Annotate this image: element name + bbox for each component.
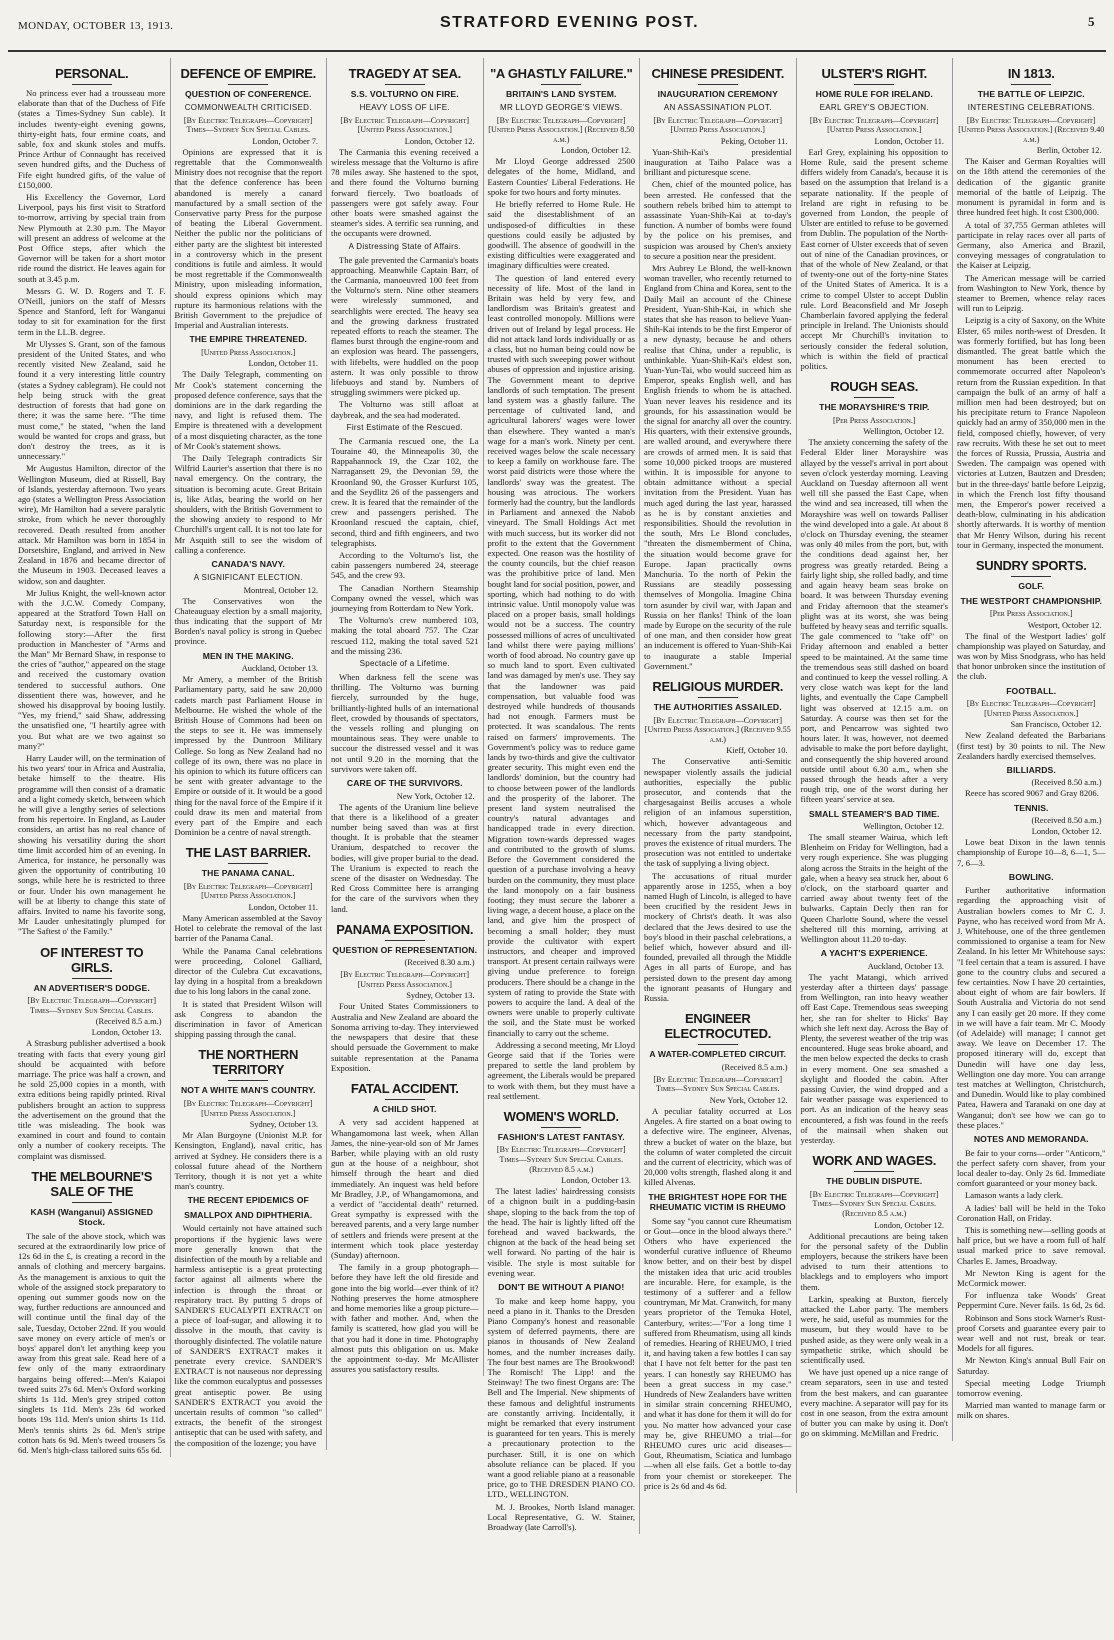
byline: [By Electric Telegraph—Copyright] [United Press Association.]: [183, 1098, 313, 1118]
paragraph: The sale of the above stock, which was secured at the extraordinarily low price of 12s 6d in the £, is creating a record in the annals of clothing and mercery bargains. As the management is anxious to quit the whole of the assigned stock preparatory to opening out summer goods now on the way, further reductions are announced and will continue until the final day of the sale, Tuesday, October 22nd. If you would save money on every article of men's or boys' apparel don't let anything keep you away from this great sale. Read here of a few only of the many extraordinary bargains being offered:—Men's Kaiapoi tweed suits 27s 6d. Men's Oxford working shirts 1s 11d. Men's grey striped cotton singlets 1s 11d. Men's 23s 6d worked boots 19s 11d. Men's union shirts 1s 11d. Men's tennis shirts 2s 6d. Men's stripe cotton hats 6s 9d. Men's tweed trousers 5s 6d. Men's high-class tailored suits 65s 6d.: [18, 1230, 166, 1456]
paragraph: The Conservative anti-Semitic newspaper violently assails the judicial authorities, especially the public prosecutor, and contends that the chargesagainst Beilis accuses a whole religion of an infamous superstition, which, however advantageous and necessary from the party standpoint, proves the existence of ritual murders. The prosecution was not entitled to undertake the task of supplying a living object.: [644, 756, 792, 869]
subheadline: THE DUBLIN DISPUTE.: [826, 1176, 923, 1187]
paragraph: A very sad accident happened at Whangamomona last week, when Allan James, the nine-year-old son of Mr James Barber, while playing with an old rusty gun at the house of a neighbour, shot himself through the heart and died immediately. An inquest was held before Mr Bradley, J.P., of Whangamomona, and a verdict of "accidental death" returned. Great sympathy is expressed with the bereaved parents, and a very large number of settlers and friends were present at the interment which took place yesterday (Sunday) afternoon.: [331, 1117, 479, 1261]
paragraph: M. J. Brookes, North Island manager. Local Representative, G. W. Stainer, Broadway (late Carroll's).: [487, 1501, 635, 1533]
masthead: [0, 0, 1114, 58]
paragraph: Chen, chief of the mounted police, has been arrested. He confessed that the southern rebels bribed him to attempt to assassinate Yuan-Shih-Kai at to-day's function. A number of bombs were found by the police on his premises, and suspicion was aroused by Chen's anxiety to secure a position near the president.: [644, 179, 792, 261]
subheadline: TENNIS.: [1013, 802, 1049, 813]
paragraph: The American message will be carried from Washington to New York, thence by steamer to Bremen, whence relay races will run to Leipzig.: [957, 272, 1106, 314]
dateline: Sydney, October 13.: [406, 991, 475, 1001]
paragraph: No princess ever had a trousseau more elaborate than that of the Duchess of Fife (states a Times-Sydney Sun cable). It includes twenty-eight evening gowns, thirty-eight hats, four ermine coats, and sable, fox and skunk stoles and muffs. Prince Arthur of Connaught has received seven hundred gifts, and the Duchess of Fife eight hundred gifts, of the value of £150,000.: [18, 88, 166, 190]
subheadline: SMALL STEAMER'S BAD TIME.: [809, 808, 940, 819]
ornament-rule: [228, 84, 268, 85]
kicker: First Estimate of the Rescued.: [346, 422, 463, 432]
headline: OF INTEREST TO GIRLS.: [40, 944, 144, 975]
dateline: (Received 8.5 a.m.): [721, 1062, 788, 1072]
dateline: Auckland, October 13.: [867, 961, 944, 971]
paragraph: The anxiety concerning the safety of the Federal Elder liner Morayshire was allayed by the vessel's arrival in port about seven o'clock yesterday morning. Leaving Auckland on Tuesday afternoon all went well till she passed the East Cape, when the wind and sea increased, till when the Morayshire was well on towards Palliser the wind developed into a gale. At about 8 o'clock on Thursday evening, the steamer was only 40 miles from the port, but, with the conditions dead against her, her progress was greatly retarded. Being a fairly light ship, she rolled badly, and time and again heavy beam seas broke on board. It was between Thursday evening and Friday afternoon that the steamer's plight was at its worst, she was being buffeted by heavy seas and terrific squalls. The gale commenced to "take off" on Friday afternoon and enabled a better speed to be maintained. At the same time the tremendous seas still dashed on board and continued to keep the vessel rolling. A very close watch was kept for the land lights, and eventually the Cape Campbell light was observed at 12.15 a.m. on Saturday. A course was then set for the port, and Pencarrow was sighted two hours later. It was, however, not deemed advisable to make the port before daylight, and consequently the ship hovered around outside until about 6.30 a.m., when she passed through the heads after a very rough trip, one of the worst during her fifteen years' service at sea.: [800, 437, 948, 805]
ornament-rule: [228, 1080, 268, 1081]
byline: [By Electric Telegraph—Copyright] [United Press Association.]: [183, 881, 313, 901]
subheadline: FASHION'S LATEST FANTASY.: [497, 1131, 625, 1142]
dateline: London, October 11.: [248, 359, 318, 369]
paragraph: The Carmania this evening received a wireless message that the Volturno is afire 78 miles away. She hastened to the spot, and there found the Volturno burning forward fiercely. Two boatloads of passengers were got safely away. Four other boats were smashed against the steamer's sides. A terrific sea running, and the occupants were drowned.: [331, 146, 479, 239]
column-7: [953, 58, 1110, 1423]
paragraph: Mr Lloyd George addressed 2500 delegates of the home, Midland, and Eastern Counties' Liberal Federations. He spoke for two hours and forty minutes.: [487, 156, 635, 197]
byline: [By Electric Telegraph—Copyright] [United Press Association.]: [966, 699, 1096, 718]
page-number: 5: [1088, 14, 1095, 29]
newspaper-title: STRATFORD EVENING POST.: [440, 14, 700, 31]
column-2: [171, 58, 328, 1450]
paragraph: The question of land entered every necessity of life. Most of the land in Britain was held by very few, and landlordism was Britain's greatest and least controlled monopoly. Millions were driven out of Ireland by legal process. He did not attack land lords individually or as a class, but no human being could now be trusted with such sweeping power without abuses of oppression and injustice arising. The Government meant to deprive landlords of such temptation. The present land system was a ghastly failure. The percentage of cultivated land, and agricultural laborers' wages were lower than elsewhere. They wanted a man's wage for a man's work. Ninety per cent. received wages below the scale necessary to keep a family on workhouse fare. The worst paid districts were those where the landlords' sway was the greatest. The housing was atrocious. The workers formerly had the country, but the landlords in Parliament and annexed the Nabob vineyard. The Small Holdings Act met with much success, but its worker did not profit to the extent that the Government expected. One reason was the hostility of the county councils, but the chief reason was the prohibitive price of land. Men bought land for social position, power, and sporting, which had nothing to do with intrinsic value. Until monopoly value was placed on a proper basis, small holdings would not be a success. The country possessed millions of acres of uncultivated land whilst there were paying millions' worth of food abroad. No country gave up so much land to sport. Even cultivated land was damaged by men's use. They say that the landowner was paid compensation, but valuable food was destroyed while hundreds of thousands had not enough. Farmers must be protected. It was scandalous. The rents raised on farmers' improvements. The Government's policy was to reduce game lands by two-thirds and give the cultivator greater security. This might even end the landlords' dominion, but the country had to choose between power of the landlords and the prosperity of the laborer. The present land system neutralised the country's natural advantages and handicapped trade in every direction. Migration town-wards depressed wages and contributed to the growth of slums. Before the Government considered the question of a purchase involving a heavy burden on the community, they must place the land monopoly on a fair business footing; they must secure the laborer a living wage, a decent house, a place on the land, and give him the prospect of becoming a small holder; they must provide the cultivator with expert instructors, and cheaper and improved transport. At present certain railways were giving undue preference to foreign producers. There should be a change in the system of rating to provide the State with powers to acquire the land. A deal of the owners were unable to properly cultivate the soil, and the State must be worked financially to carry out the scheme.: [487, 272, 635, 1038]
byline: [By Electric Telegraph—Copyright] [United Press Association.]: [340, 970, 470, 989]
paragraph: We have just opened up a nice range of cream separators, seen in use and tested from the best makers, and can guarantee every machine. A separator will pay for its cost in one season, from the extra amount of butter you can make by using it. Don't go on skimming. McMillan and Fredric.: [800, 1367, 948, 1439]
paragraph: To make and keep home happy, you need a piano in it. Thanks to the Dresden Piano Company's honest and reasonable system of deferred payments, there are pianos in thousands of New Zealand homes, and the number increases daily. The four best names are The Brookwood! The Romisch! The Lipp! and the Steinway! The two finest Organs are: The Bell and The Imperial. New shipments of these famous and delightful instruments are constantly arriving. Incidentally, it might be remarked that every instrument is guaranteed for ten years. This is merely a precautionary protection to the purchaser. Still, it is one on which absolute reliance can be placed. If you want a good reliable piano at a reasonable price, go to THE DRESDEN PIANO CO. LTD., WELLINGTON.: [487, 1295, 635, 1500]
byline: [By Electric Telegraph—Copyright] Times—Sydney Sun Special Cables.: [653, 1074, 783, 1094]
paragraph: Mr Ulysses S. Grant, son of the famous president of the United States, and who recently visited New Zealand, said he found it a very interesting little country (states a Sydney cablegram). He could not help being struck with the great destruction of forests that had gone on there; it was the same here. "The time must come," he stated, "when the land would be wanted for crops and grass, but don't destroy the trees, as it is unnecessary.": [18, 338, 166, 462]
subheadline: INAUGURATION CEREMONY: [657, 89, 778, 99]
subheadline: THE MORAYSHIRE'S TRIP.: [819, 402, 930, 413]
paragraph: Mr Julius Knight, the well-known actor with the J.C.W. Comedy Company, appeared at the Stratford Town Hall on Saturday next, is responsible for the following story:—After the first production in Manchester of "Arms and the Man" Mr Bernard Shaw, in response to the cries of "author," appeared on the stage and received the customary ovation tendered to successful authors. One dissentient there was, however, and he showed his disapproval by booing lustily. "Yes, my friend," said Shaw, addressing the unsatisfied one, "I heartily agree with you. But what are we two against so many?": [18, 587, 166, 751]
subheadline: S.S. VOLTURNO ON FIRE.: [350, 89, 459, 99]
paragraph: The accusations of ritual murder apparently arose in 1255, when a boy named Hugh of Lincoln, is alleged to have been crucified by the resident Jews in mockery of Christ's death. It was also declared that the Jews desired to use the boy's blood in their paschal celebrations, a belief which, however absurd and ill-founded, prevailed all through the Middle Ages in all parts of Europe, and has persisted down to the present day among the ignorant peasants of Hungary and Russia.: [644, 870, 792, 1003]
dateline: New York, October 12.: [396, 791, 475, 801]
ornament-rule: [72, 84, 112, 85]
byline: [By Electric Telegraph—Copyright] Times—Sydney Sun Special Cables.: [183, 115, 313, 135]
byline: [By Electric Telegraph—Copyright] [United Press Association.]: [653, 115, 783, 135]
kicker: A SIGNIFICANT ELECTION.: [193, 572, 303, 582]
paragraph: The Kaiser and German Royalties will on the 18th attend the ceremonies of the dedication of the gigantic granite memorial of the battle of Leipzig. The monument is pyramidal in form and is three hundred feet high. It cost £300,000.: [957, 156, 1106, 218]
dateline: Montreal, October 12.: [243, 585, 318, 595]
subheadline: KASH (Wanganui) ASSIGNED Stock.: [30, 1206, 154, 1228]
dateline: (Received 8.5 a.m.): [95, 1017, 162, 1027]
subheadline: NOT A WHITE MAN'S COUNTRY.: [181, 1085, 316, 1096]
byline: [United Press Association.]: [201, 347, 296, 357]
ornament-rule: [385, 84, 425, 85]
subheadline: MEN IN THE MAKING.: [202, 650, 294, 661]
subheadline: THE AUTHORITIES ASSAILED.: [653, 702, 782, 713]
paragraph: Additional precautions are being taken for the personal safety of the Dublin employers, because the strikers have been advised to turn their attentions to blacklegs and to employers who import them.: [800, 1230, 948, 1292]
subheadline: AN ADVERTISER'S DODGE.: [33, 982, 150, 993]
headline: WORK AND WAGES.: [812, 1153, 937, 1169]
subheadline: HOME RULE FOR IRELAND.: [815, 89, 933, 99]
ornament-rule: [854, 397, 894, 398]
dateline: London, October 11.: [248, 903, 318, 913]
headline: "A GHASTLY FAILURE.": [490, 66, 633, 81]
paragraph: The Daily Telegraph contradicts Sir Wilfrid Laurier's assertion that there is no naval emergency. On the contrary, the situation is becoming acute. Great Britain is, like Atlas, bearing the world on her shoulders, with the British Government to the showing anxiety to respond to Mr Churchill's urgent call. It is not too late for Mr Asquith still to see the wisdom of calling a conference.: [174, 453, 322, 555]
paragraph: Leipzig is a city of Saxony, on the White Elster, 65 miles north-west of Dresden. It was formerly fortified, but has long been dismantled. The great battle which the monument has been erected to commemorate occurred after Napoleon's return from the Russian expedition. In that campaign the bulk of an army of half a million men had been destroyed; but on his precipitate return to France Napoleon quickly had an army of 350,000 men in the field, composed chiefly, however, of very raw recruits. With these he set out to meet the forces of Russia, Prussia, Austria and Sweden. The campaign was opened with victories at Lutzen, Bautzen and Dresden; but in the three-days' battle before Leipzig, in which the French lost fifty thousand men, the Emperor's power received a death-blow, culminating in his abdication shortly afterwards. It is worthy of mention that Mr Henry Wilson, during his recent tour in Germany, inspected the monument.: [957, 315, 1106, 550]
headline: THE MELBOURNE'S SALE OF THE: [31, 1168, 153, 1199]
column-6: [797, 58, 954, 1441]
dateline: Westport, October 12.: [1027, 620, 1102, 630]
ornament-rule: [72, 978, 112, 979]
paragraph: Many American assembled at the Savoy Hotel to celebrate the removal of the last barrier of the Panama Canal.: [174, 913, 322, 944]
byline: [By Electric Telegraph—Copyright] [United Press Association.] (Received 9.55 a.m.): [644, 715, 791, 744]
paragraph: It is stated that President Wilson will ask Congress to abandon the discrimination in favor of American shipping passing through the canal.: [174, 998, 322, 1040]
paragraph: While the Panama Canal celebrations were proceeding, Colonel Galliard, director of the Culebra Cut excavations, lay dying in a hospital from a breakdown due to his long labors in the canal zone.: [174, 945, 322, 997]
paragraph: Addressing a second meeting, Mr Lloyd George said that if the Tories were prepared to settle the land problem by agreement, the Liberals would be prepared to work with them, but they must have a real settlement.: [487, 1039, 635, 1101]
dateline: Wellington, October 12.: [863, 427, 944, 437]
paragraph: Robinson and Sons stock Warner's Rust-proof Corsets and guarantee every pair to wear well and not rust, break or tear. Models for all figures.: [957, 1312, 1106, 1354]
paragraph: The Conservatives won the Chateauguay election by a small majority, thus indicating that the support of Mr Borden's naval policy is strong in Quebec province.: [174, 595, 322, 647]
column-1: [14, 58, 171, 1457]
headline: PANAMA EXPOSITION.: [336, 921, 474, 937]
headline: TRAGEDY AT SEA.: [348, 66, 461, 81]
byline: [By Electric Telegraph—Copyright] [United Press Association.]: [809, 115, 939, 135]
ornament-rule: [72, 1202, 112, 1203]
ornament-rule: [698, 84, 738, 85]
kicker: Spectacle of a Lifetime.: [359, 659, 450, 669]
kicker: A Distressing State of Affairs.: [348, 241, 461, 251]
paragraph: According to the Volturno's list, the cabin passengers numbered 24, steerage 545, and the crew 93.: [331, 550, 479, 581]
paragraph: He briefly referred to Home Rule. He said the disestablishment of an undisposed-of difficulties in these questions could easily be adjusted by goodwill. The absence of goodwill in the existing difficulties were exaggerated and imaginary difficulties were created.: [487, 199, 635, 271]
paragraph: His Excellency the Governor, Lord Liverpool, pays his first visit to Stratford to-morrow, arriving by special train from New Plymouth at 2.30 p.m. The Mayor will present an address of welcome at the Post Office steps, after which the Governor will be taken for a short motor ride round the district. He leaves again for south at 3.45 p.m.: [18, 192, 166, 284]
subheadline: FOOTBALL.: [1006, 685, 1057, 696]
paragraph: The latest ladies' hairdressing consists of a chignon built in a pudding-basin shape, sloping to the back from the top of the head. The hair is lightly lifted off the forehead and waved backwards, the chignon at the back of the head being set well forward. No parting of the hair is visible. The style is most suitable for evening wear.: [487, 1186, 635, 1278]
dateline: Sydney, October 13.: [249, 1120, 318, 1130]
paragraph: When darkness fell the scene was thrilling. The Volturno was burning fiercely, surrounded by the huge, brilliantly-lighted hulls of an international fleet, crowded by thousands of spectators, the vessels rolling and plunging on mountainous seas. They were unable to succour the distressed vessel and it was not until 9.20 in the morning that the survivors were taken off.: [331, 672, 479, 774]
dateline: London, October 7.: [252, 136, 318, 146]
ornament-rule: [385, 1099, 425, 1100]
masthead-rule: [8, 50, 1106, 52]
subheadline: CARE OF THE SURVIVORS.: [346, 778, 463, 789]
paragraph: Yuan-Shih-Kai's presidential inauguration at Taiho Palace was a brilliant and picturesque scene.: [644, 146, 792, 178]
headline: IN 1813.: [1007, 66, 1055, 81]
subheadline: A WATER-COMPLETED CIRCUIT.: [649, 1049, 787, 1060]
paragraph: Messrs G. W. D. Rogers and T. F. O'Neill, juniors on the staff of Messrs Spence and Stanford, left for Wanganui today to sit for examination for the first term in the LL.B. degree.: [18, 285, 166, 337]
paragraph: Earl Grey, explaining his opposition to Home Rule, said the present scheme differs widely from Canada's, because it is based on the assumption that Ireland is a separate nationality. If the people of Ireland are right in refusing to be governed from London, the people of Ulster are entitled to refuse to be governed from Dublin. The population of the North-East corner of Ulster exceeds that of seven out of nine of the Canadian provinces, or that of the whole of New Zealand, or that of twenty-one out of the forty-nine States of the United States of America. It is a crime to compel Ulster to accept Dublin rule. Lord Beaconsfield and Mr Joseph Chamberlain favored applying the federal principle in Ireland. The Unionists should accept Mr Churchill's invitation to seriously consider the federal solution, which is within the field of practical politics.: [800, 146, 948, 371]
paragraph: New Zealand defeated the Barbarians (first test) by 30 points to nil. The New Zealanders hardly exercised themselves.: [957, 730, 1106, 761]
subheadline: CANADA'S NAVY.: [211, 559, 285, 570]
byline: [By Electric Telegraph—Copyright] Times—Sydney Sun Special Cables.: [27, 996, 157, 1015]
headline: FATAL ACCIDENT.: [350, 1080, 459, 1096]
headline: PERSONAL.: [55, 66, 129, 81]
subheadline: QUESTION OF CONFERENCE.: [185, 89, 312, 99]
subheadline: THE EMPIRE THREATENED.: [189, 334, 308, 345]
kicker: MR LLOYD GEORGE'S VIEWS.: [499, 102, 623, 112]
dateline: (Received 8.30 a.m.): [404, 958, 475, 968]
subheadline: THE RECENT EPIDEMICS OF: [187, 1195, 309, 1206]
paragraph: The Volturno's crew numbered 103, making the total aboard 757. The Czar rescued 112, making the total saved 521 and the missing 236.: [331, 615, 479, 656]
paragraph: Lamason wants a lady clerk.: [965, 1190, 1064, 1201]
paragraph: Opinions are expressed that it is regrettable that the Commonwealth Ministry does not recognise that the report that the defence conference has been abandoned is merely a canard manufactured by a small section of the Conservative party Press for the purpose of beating the Liberal Government. Neither the public nor the politicians of either party are the slightest bit interested in a controversy which in the present conditions is futile and aimless. It would be most regrettable if the Commonwealth Ministry, upon misleading information, should express opinions which may rupture its harmonious relations with the British Government to the prejudice of Imperial and Australian interests.: [174, 146, 322, 331]
ornament-rule: [228, 863, 268, 864]
dateline: (Received 8.50 a.m.): [1031, 778, 1102, 788]
paragraph: A Strasburg publisher advertised a book treating with facts that every young girl should be acquainted with before marriage. The price was half a crown, and he sold 25,000 copies in a month, with extra editions being rapidly printed. Rival publishers brought an action to suppress the advertisement on the ground that the title was misleading. The book was examined in court and found to contain only a number of cookery receipts. The complaint was dismissed.: [18, 1038, 166, 1161]
paragraph: The Daily Telegraph, commenting on Mr Cook's statement concerning the proposed defence conference, says that the dominions are in the dark regarding the navy, and light is refused them. The Empire is threatened with a development of a most disquieting character, as the tone of Mr Cook's statement shows.: [174, 369, 322, 451]
paragraph: Lowe beat Dixon in the lawn tennis championship of Europe 10—8, 6—1, 5—7, 6—3.: [957, 837, 1106, 868]
paragraph: Would certainly not have attained such proportions if the hygienic laws were more generally known that the disinfection of the mouth by a reliable and harmless antiseptic is a great protecting factor against all ailments where the infection is through the throat or respiratory tract. By putting 5 drops of SANDER'S EUCALYPTI EXTRACT on a piece of loaf-sugar, and allowing it to dissolve in the mouth, that cavity is thoroughly disinfected. The volatile nature of SANDER'S EXTRACT makes it penetrate every crevice. SANDER'S EXTRACT is not nauseous nor depressing like the common eucalyptus and possesses great antiseptic power. Be using SANDER'S EXTRACT you avoid the uncertain results of common "so called" extracts, the benefit of the strongest antiseptic that can be used with safety, and the composition of the lozenge; you have: [174, 1223, 322, 1448]
kicker: INTERESTING CELEBRATIONS.: [967, 102, 1095, 112]
ornament-rule: [385, 940, 425, 941]
headline: THE NORTHERN TERRITORY: [198, 1047, 299, 1078]
subheadline: BOWLING.: [1008, 871, 1054, 882]
issue-date: MONDAY, OCTOBER 13, 1913.: [18, 20, 174, 32]
headline: ENGINEER ELECTROCUTED.: [664, 1011, 772, 1042]
dateline: (Received 8.50 a.m.): [1031, 816, 1102, 826]
ornament-rule: [698, 1044, 738, 1045]
subheadline: NOTES AND MEMORANDA.: [973, 1134, 1089, 1145]
dateline: London, October 12.: [1031, 827, 1102, 837]
byline: [By Electric Telegraph—Copyright] Times—Sydney Sun Special Cables. (Received 8.5 a.m.): [496, 1145, 626, 1174]
dateline: London, October 11.: [874, 136, 944, 146]
byline: [By Electric Telegraph—Copyright] Times—Sydney Sun Special Cables. (Received 8.5 a.m.): [809, 1189, 939, 1218]
dateline: London, October 13.: [561, 1176, 631, 1186]
kicker: AN ASSASSINATION PLOT.: [663, 102, 772, 112]
paragraph: For influenza take Woods' Great Peppermint Cure. Never fails. 1s 6d, 2s 6d.: [957, 1290, 1106, 1311]
paragraph: The family in a group photograph—before they have left the old fireside and gone into the big world—ever think of it? Nothing preserves the home atmosphere and home memories like a group picture—with father and mother. And, when the family is scattered, how glad you will be that you had it done in time. Photography almost puts this obligation on us. Make the appointment to-day. Mr McAllister assures you satisfactory results.: [331, 1262, 479, 1375]
ornament-rule: [541, 84, 581, 85]
headline: RELIGIOUS MURDER.: [652, 679, 784, 695]
dateline: Kieff, October 10.: [726, 746, 788, 756]
paragraph: The agents of the Uranium line believe that there is a likelihood of a greater number being saved than was at first thought. It is probable that the steamer Uranium, despatched to recover the bodies, will give proper burial to the dead. The Uranium is expected to reach the scene of the disaster on Wednesday. The Red Cross Committee here is arranging for the care of the survivors when they land.: [331, 801, 479, 914]
paragraph: Harry Lauder will, on the termination of his two years' tour in Africa and Australia, betake himself to the theatre. His programme will then consist of a dramatic and a light comedy sketch, between which he will give a lengthy series of selections from his repertoire. In England, as Lauder considers, an artist has no real chance of showing his versatility during the short time limit accorded him of an evening. In America, for instance, he personally was given the opportunity of contributing 10 songs, while here he is restricted to three or four. Under his own management he will be at liberty to change this state of affairs. Invited to name his favorite song, Mr Lauder unhesitatingly plumped for "The Saftest o' the Family.": [18, 753, 166, 937]
subheadline: A CHILD SHOT.: [372, 1103, 437, 1114]
headline: DEFENCE OF EMPIRE.: [180, 66, 316, 81]
paragraph: Reece has scored 9067 and Gray 8206.: [965, 788, 1099, 799]
ornament-rule: [541, 1127, 581, 1128]
paragraph: Mr Augustus Hamilton, director of the Wellington Museum, died at Rissell, Bay of Islands, yesterday afternoon. Two years ago (states a Wellington Press Association wire), Mr Hamilton had a severe paralytic stroke, from which he never thoroughly recovered. Death resulted from another attack. Mr Hamilton was born in 1854 in Dorsetshire, England, and arrived in New Zealand in 1876 and became director of the Museum in 1903. Deceased leaves a widow, son and daughter.: [18, 463, 166, 586]
ornament-rule: [854, 1171, 894, 1172]
paragraph: The small steamer Wairua, which left Blenheim on Friday for Wellington, had a very rough experience. She was plugging along across the Straits in the height of the gale, when a heavy sea struck her, about 6 o'clock, on the starboard quarter and carried away about twenty feet of the bulwarks. Captain Decly then ran for Queen Charlotte Sound, where the vessel sheltered till this morning, arriving at Wellington about 11.20 to-day.: [800, 832, 948, 945]
dateline: New York, October 12.: [709, 1095, 788, 1105]
newspaper-columns: [14, 58, 1110, 1534]
paragraph: Be fair to your corns—order "Anticorn," the perfect safety corn shaver, from your local dealer to-day. Only 2s 6d. Immediate comfort guaranteed or your money back.: [957, 1147, 1106, 1189]
headline: THE LAST BARRIER.: [185, 845, 311, 861]
paragraph: Larkin, speaking at Buxton, fiercely attacked the Labor party. The members were, he said, useful as mummies for the museum, but they would have to be pushed aside, as they were only weak in a sympathetic strike, which should be scientifically used.: [800, 1293, 948, 1365]
column-4: [484, 58, 641, 1534]
paragraph: Special meeting Lodge Triumph tomorrow evening.: [957, 1377, 1106, 1399]
byline: [Per Press Association.]: [989, 609, 1073, 618]
paragraph: The Canadian Northern Steamship Company owned the vessel, which was journeying from Rotterdam to New York.: [331, 582, 479, 614]
subheadline: BRITAIN'S LAND SYSTEM.: [505, 89, 617, 99]
subheadline: GOLF.: [1018, 581, 1045, 591]
paragraph: Mr Alan Burgoyne (Unionist M.P. for Kensington, England), naval critic, has arrived at Sydney. He considers there is a colossal future ahead of the Northern Territory, though it is not yet a white man's country.: [174, 1130, 322, 1192]
paragraph: This is something new—selling goods at half price, but we have a room full of half usual marked price to save removal. Charles E. James, Broadway.: [957, 1225, 1106, 1266]
byline: [By Electric Telegraph—Copyright] [United Press Association.]: [340, 115, 470, 135]
ornament-rule: [698, 697, 738, 698]
paragraph: Four United States Commissioners to Australia and New Zealand are aboard the Sonoma arriving to-day. They interviewed the newspapers that desire that these should persuade the Government to make suitable representation at the Panama Exposition.: [331, 1001, 479, 1073]
byline: [By Electric Telegraph—Copyright] [United Press Association.] (Received 8.50 a.m.): [488, 115, 635, 144]
headline: WOMEN'S WORLD.: [503, 1108, 619, 1124]
byline: [Per Press Association.]: [832, 415, 916, 425]
paragraph: A ladies' ball will be held in the Toko Coronation Hall, on Friday.: [957, 1202, 1106, 1223]
dateline: Wellington, October 12.: [863, 822, 944, 832]
kicker: HEAVY LOSS OF LIFE.: [359, 102, 450, 112]
column-3: [327, 58, 484, 1376]
dateline: London, October 12.: [874, 1220, 944, 1230]
subheadline: DON'T BE WITHOUT A PIANO!: [498, 1282, 625, 1293]
ornament-rule: [1011, 576, 1051, 577]
paragraph: The final of the Westport ladies' golf championship was played on Saturday, and was won by Miss Snodgrass, who has held that honor unbroken since the institution of the club.: [957, 630, 1106, 682]
paragraph: A total of 37,755 German athletes will participate in relay races over all parts of Germany, also America and Brazil, conveying messages of congratulation to the Kaiser at Leipzig.: [957, 219, 1106, 271]
dateline: Berlin, October 12.: [1036, 146, 1102, 156]
headline: CHINESE PRESIDENT.: [651, 66, 785, 81]
headline: ROUGH SEAS.: [830, 379, 919, 395]
subheadline: BILLIARDS.: [1006, 764, 1056, 775]
kicker: EARL GREY'S OBJECTION.: [819, 102, 929, 112]
dateline: San Francisco, October 12.: [1010, 720, 1102, 730]
column-5: [640, 58, 797, 1493]
dateline: Auckland, October 13.: [241, 664, 318, 674]
paragraph: Mr Newton King is agent for the McCormick mower.: [957, 1267, 1106, 1289]
ornament-rule: [1011, 84, 1051, 85]
paragraph: The yacht Matangi, which arrived yesterday after a thirteen days' passage from Wellington, ran into heavy weather off East Cape. Tremendous seas sweeping her, she ran for shelter to Hicks' Bay which she left next day. Across the Bay of Plenty, the severest weather of the trip was encountered. Huge seas broke aboard, and the men below expected the decks to crash in every moment. One sea smashed a skylight and flooded the cabin. After passing Cuvier, the wind dropped and a fair weather passage was experienced to port. As an indication of the heavy seas encountered, a fish was found in the reefs of the mainsail when shaken out yesterday.: [800, 971, 948, 1146]
dateline: London, October 12.: [561, 146, 631, 156]
subheadline: THE BATTLE OF LEIPZIC.: [977, 89, 1085, 99]
kicker: COMMONWEALTH CRITICISED.: [184, 102, 312, 112]
headline: SUNDRY SPORTS.: [975, 558, 1087, 573]
dateline: London, October 13.: [91, 1028, 162, 1038]
subheadline: A YACHT'S EXPERIENCE.: [820, 948, 928, 959]
dateline: Peking, October 11.: [720, 136, 788, 146]
headline: ULSTER'S RIGHT.: [821, 66, 927, 81]
ornament-rule: [854, 84, 894, 85]
subheadline: THE PANAMA CANAL.: [201, 868, 295, 879]
paragraph: Further authoritative information regarding the approaching visit of Australian bowlers comes to Mr C. J. Payne, who has received word from Mr A. J. Whitehouse, one of the three gentlemen commissioned to organise a team for New Zealand. In his letter Mr Whitehouse says: "I feel certain that a team is assured. I have gone to the country clubs and secured a few certainties. Now I have 20 certainties, about eight of whom are fair bowlers. If South Australia and Victoria do not send any I can easily get 20 more. If they come in we will have a fair team. Mr C. Moody (of Adelaide) will manage; I cannot get away. We leave on December 17. The proposed itinerary will do, except that Dunedin will have one day less, Wellington one day more. You can arrange test matches at Wellington, Christchurch, and Dunedin. Would like to play combined Patea, Hawera and Taranaki on one day at Wanganui; don't see how we can go to these places.": [957, 885, 1106, 1130]
paragraph: The Carmania rescued one, the La Touraine 40, the Minneapolis 30, the Rappahannock 19, the Czar 102, the Narragansett 29, the Devonian 59, the Kroonland 90, the Grosser Kurfurst 105, and the Seydlitz 26 of the passengers and crew. It is feared that the remainder of the crew and passengers perished. The Kroonland rescued the captain, chief, second, third and fifth engineers, and two telegraphists.: [331, 435, 479, 548]
paragraph: Mr Amery, a member of the British Parliamentary party, said he saw 20,000 cadets march past Parliament House in Melbourne. He wished the whole of the British House of Commons had been on the steps to see it. He was immensely impressed by the Duntroon Military College. So long as New Zealand had no college of its own, there was no place in his opinion to which its future officers can be sent with greater advantage to the Empire or outside of it. It would be a good thing for the naval force of the Empire if it could draw its men and material from every part of the Empire and each Dominion be a centre of naval strength.: [174, 674, 322, 838]
paragraph: Married man wanted to manage farm or milk on shares.: [957, 1400, 1106, 1421]
subheadline: THE BRIGHTEST HOPE FOR THE RHEUMATIC VICTIM IS RHEUMO: [648, 1191, 788, 1213]
paragraph: The Volturno was still afloat at daybreak, and the sea had moderated.: [331, 399, 479, 420]
paragraph: A peculiar fatality occurred at Los Angeles. A fire started on a boat owing to a defective wire. The engineer, Alvenas, threw a bucket of water on the blaze, but the column of water completed the circuit and the current of electricity, which was of 20,000 volts strength, flashed along it and killed Alvenas.: [644, 1105, 792, 1188]
subheadline: THE WESTPORT CHAMPIONSHIP.: [960, 595, 1102, 606]
dateline: London, October 12.: [404, 136, 475, 146]
paragraph: Some say "you cannot cure Rheumatism or Gout—once in the blood always there." Others who have experienced the wonderful curative influence of Rheumo know better, and on their best by dispel the mistaken idea that uric acid troubles are incurable. Here, for example, is the testimony of a sufferer and a fellow countryman, Mr Mat. Cranwitch, for many years proprietor of the Temuka Hotel, Canterbury, writes:—"For a long time I suffered from Rheumatism, using all kinds of remedies. Hearing of RHEUMO, I tried it, and having taken a few bottles I can say that I have not felt better for the past ten years. I can honestly say RHEUMO has been a great success in my case." Hundreds of New Zealanders have written in similar strain concerning RHEUMO, and what it has done for them it will do for you. No matter how advanced your case may be, give RHEUMO a trial—for RHEUMO cures uric acid diseases—Gout, Rheumatism, Sciatica and lumbago—when all else fails. Get a bottle to-day from your chemist or storekeeper. The price is 2s 6d and 4s 6d.: [644, 1215, 792, 1491]
subheadline: QUESTION OF REPRESENTATION.: [332, 944, 478, 955]
paragraph: The gale prevented the Carmania's boats approaching. Meanwhile Captain Barr, of the Carmania, manoeuvred 100 feet from the Volturno's stern. Nine other steamers were wirelessly summoned, and searchlights were erected. The heavy sea and the growing darkness frustrated repeated efforts to reach the steamer. The flames burst through the engine-room and an explosion was heard. The passengers, with lifebelts, were huddled on the poop astern. It was only possible to throw lifebuoys and stand by. Numbers of struggling swimmers were picked up.: [331, 254, 479, 398]
paragraph: Mr Newton King's annual Bull Fair on Saturday.: [957, 1355, 1106, 1376]
subheadline: SMALLPOX AND DIPHTHERIA.: [184, 1209, 313, 1220]
paragraph: Mrs Aubrey Le Blond, the well-known woman traveller, who recently returned to England from China and Korea, sent to the Daily Mail an account of the Chinese President, Yuan-Shih-Kai, in which she states that she has reason to believe Yuan-Shih-Kai intends to be the first Emperor of a new dynasty, because he and others realise that China, under a republic, is unthinkable. Yuan-Shih-Kai's eldest son, Yuan-Yun-Tai, who would succeed him as Emperor, speaks English well, and has English friends to whom he is attached. Yuan never leaves his residence and its grounds, for his assassination would be the signal for anarchy all over the country. His quarters, with their extensive grounds, are walled around, and everywhere there are crowds of armed men. It is said that some 10,000 picked troops are mustered within. It is impossible for anyone to obtain admittance without a special invitation from the President. Yuan has much aged during the last year, harassed as he is by constant anxieties and responsibilities. Should the revolution in the south, Mrs Le Blond concludes, "threaten the dismemberment of China, the situation would become grave for Europe. Japan practically owns Manchuria. To the north of Pekin the Russians are steadily possessing themselves of Mongolia. Imagine China torn asunder by civil war, with Japan and Russia on her flanks! Think of the loan made by Europe on the security of the rule of one man, and then consider how great an inducement is offered to Yuan-Shih-Kai to inaugurate a stable Imperial Government.": [644, 262, 792, 671]
byline: [By Electric Telegraph—Copyright] [United Press Association.] (Received 9.40 a.m.): [958, 115, 1105, 144]
